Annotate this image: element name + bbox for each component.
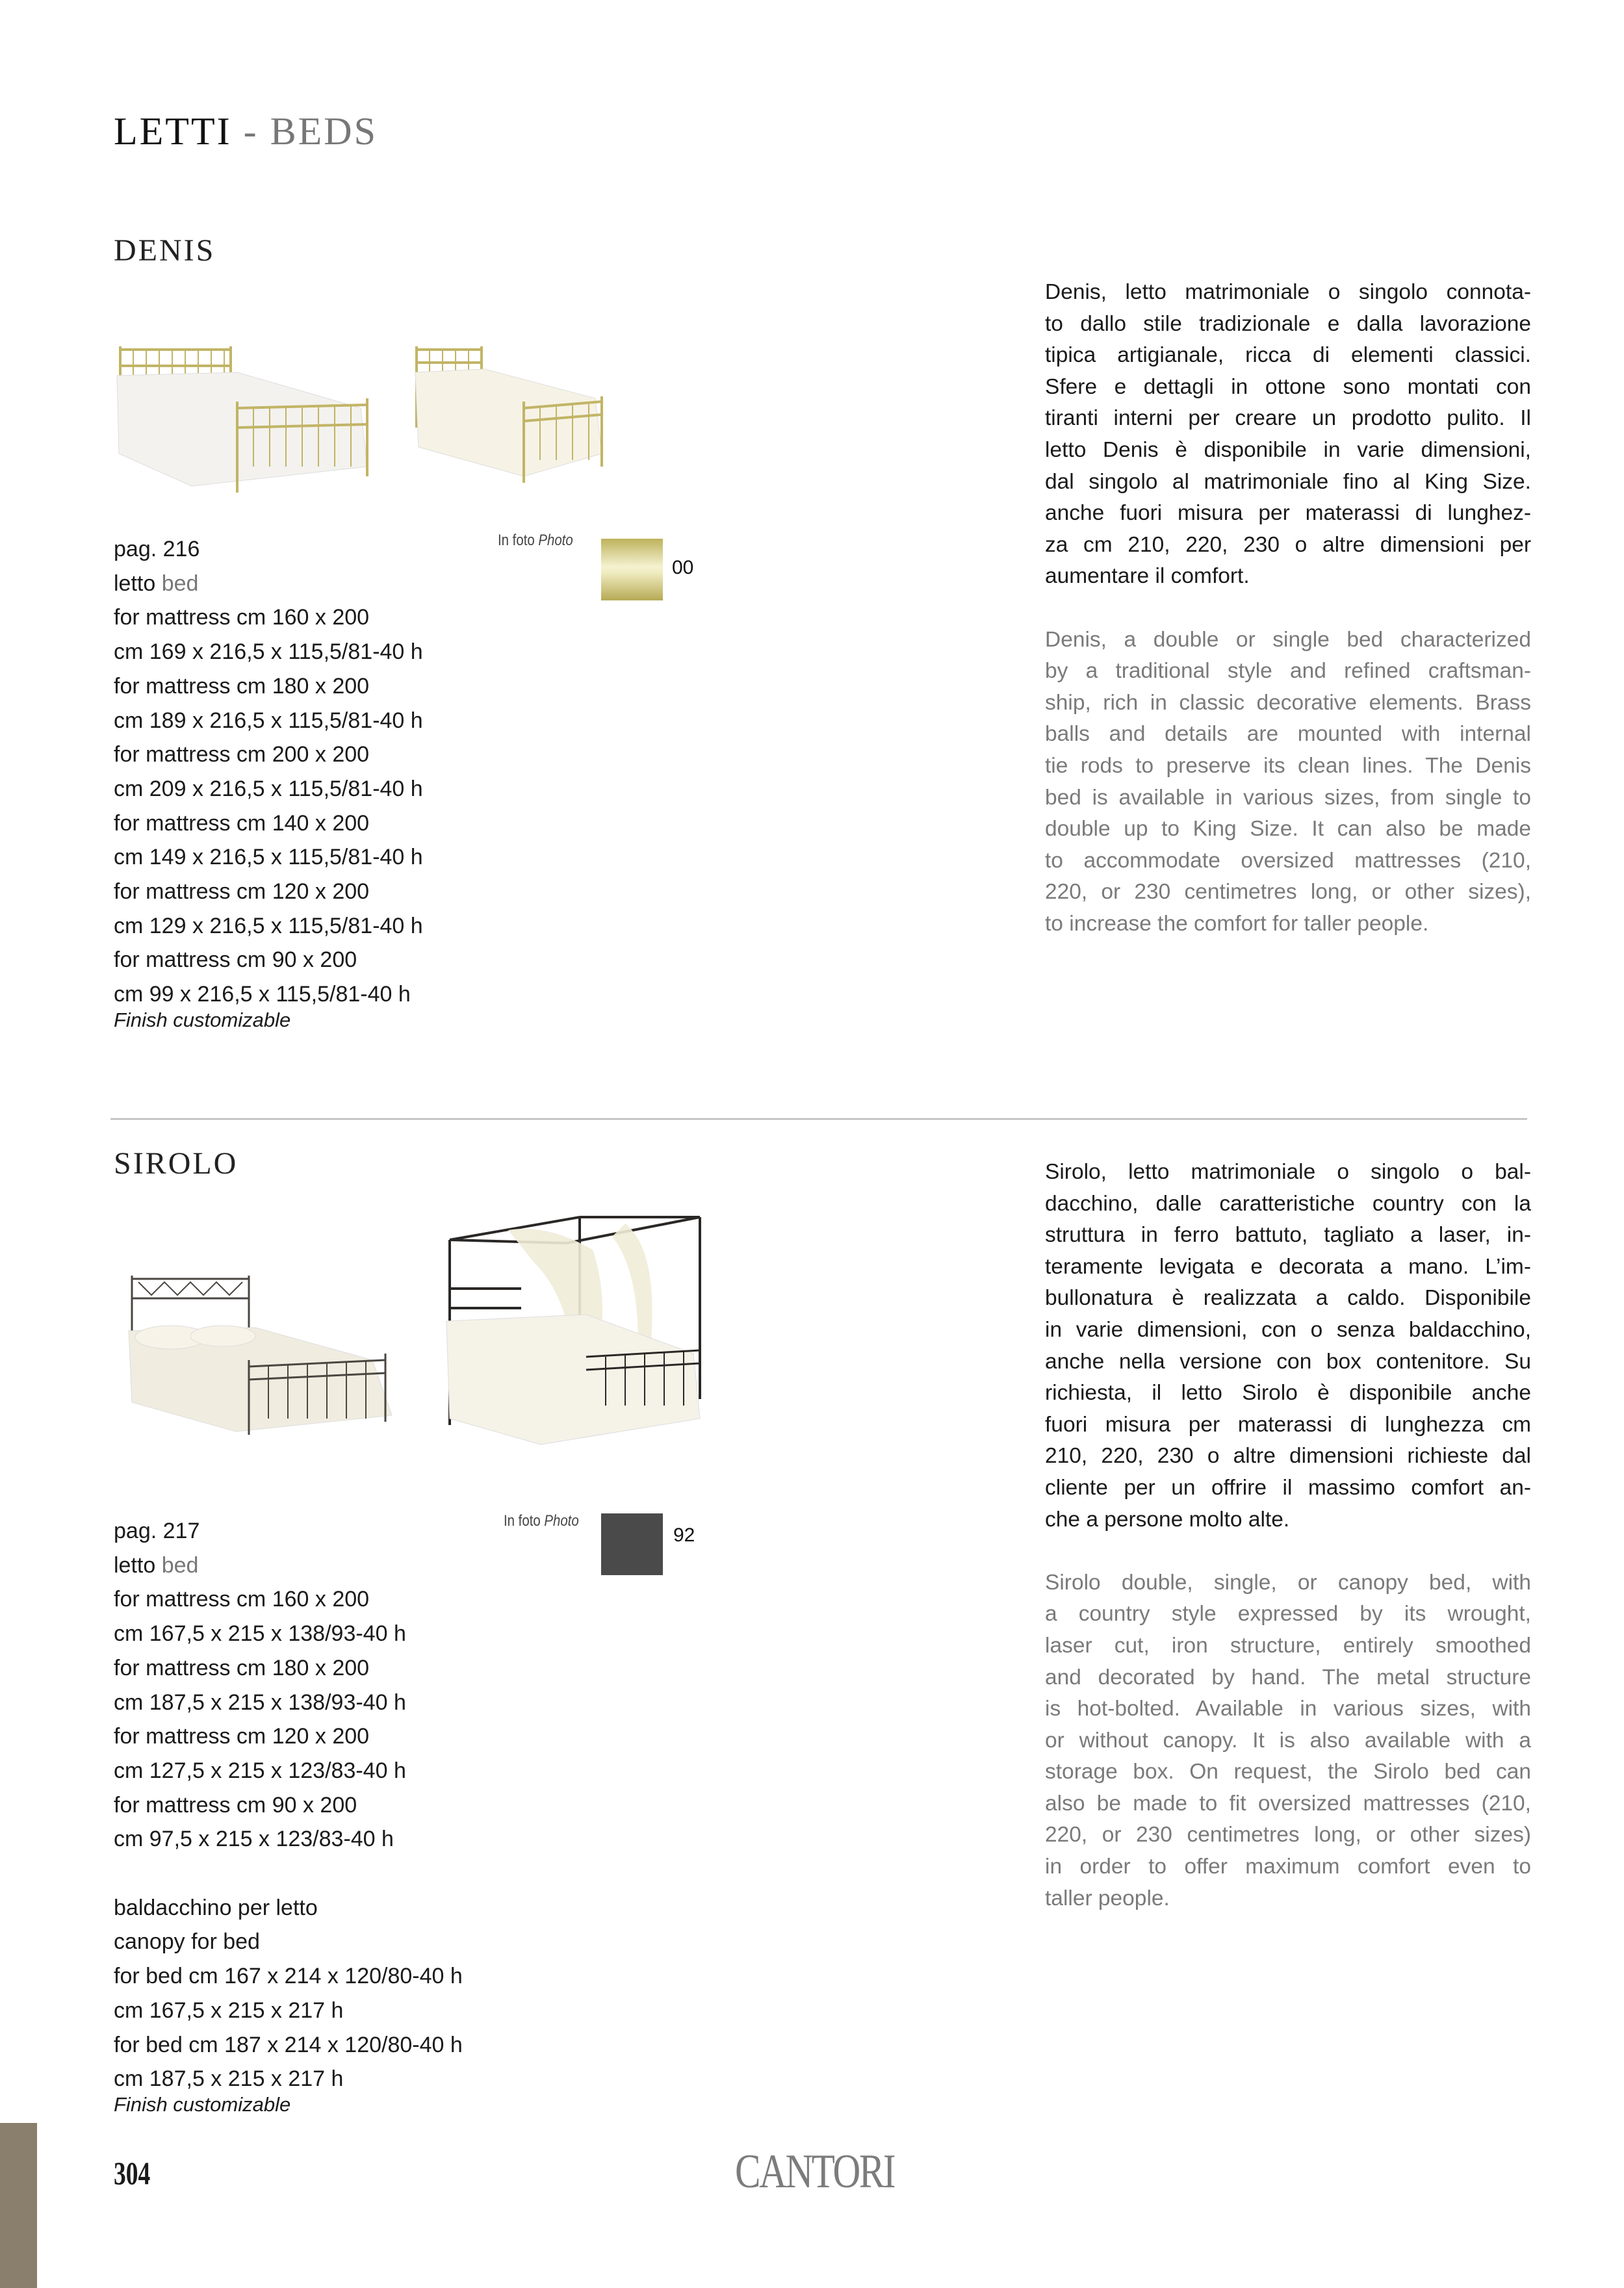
finish-note: Finish customizable	[114, 1008, 291, 1031]
canopy-spec-line: cm 187,5 x 215 x 217 h	[114, 2066, 344, 2092]
description-italian	[1045, 1157, 1531, 1536]
description-line: Sfere e dettagli in ottone sono montati con	[1045, 374, 1531, 399]
description-line: 220, or 230 centimetres long, or other sizes)	[1045, 1823, 1531, 1847]
description-line: 220, or 230 centimetres long, or other sizes),	[1045, 880, 1531, 905]
description-line: tie rods to preserve its clean lines. The Denis	[1045, 753, 1531, 778]
spec-line: for mattress cm 90 x 200	[114, 1792, 357, 1818]
brand-logo: CANTORI	[735, 2145, 895, 2198]
side-color-bar	[0, 2123, 37, 2288]
description-line: dacchino, dalle caratteristiche country con la	[1045, 1191, 1531, 1216]
spec-line: for mattress cm 120 x 200	[114, 879, 370, 905]
section-divider	[110, 1118, 1527, 1120]
photo-label	[504, 1512, 579, 1530]
description-line: fuori misura per materassi di lunghezza cm	[1045, 1412, 1531, 1437]
type-english: bed	[161, 571, 199, 596]
sirolo-spec-list	[114, 1514, 608, 2116]
description-line: or without canopy. It is also available with a	[1045, 1728, 1531, 1753]
finish-note: Finish customizable	[114, 2092, 291, 2116]
denis-double-bed-image	[114, 337, 387, 499]
description-line: che a persone molto alte.	[1045, 1507, 1290, 1532]
description-line: dal singolo al matrimoniale fino al King Size.	[1045, 469, 1531, 494]
type-italian: letto	[114, 571, 156, 596]
type-english: bed	[161, 1552, 199, 1578]
spec-line: for mattress cm 160 x 200	[114, 605, 370, 630]
photo-label	[498, 532, 573, 550]
page-number: 304	[114, 2155, 151, 2191]
description-line: struttura in ferro battuto, tagliato a laser, in-	[1045, 1223, 1531, 1248]
title-english: BEDS	[270, 110, 378, 153]
description-line: 210, 220, 230 o altre dimensioni richieste dal	[1045, 1444, 1531, 1469]
description-line: also be made to fit oversized mattresses (210,	[1045, 1791, 1531, 1816]
spec-line: cm 187,5 x 215 x 138/93-40 h	[114, 1690, 406, 1715]
spec-line: cm 127,5 x 215 x 123/83-40 h	[114, 1758, 406, 1783]
denis-single-bed-image	[413, 337, 613, 499]
description-line: aumentare il comfort.	[1045, 564, 1250, 589]
spec-line: cm 169 x 216,5 x 115,5/81-40 h	[114, 639, 423, 665]
description-line: tipica artigianale, ricca di elementi classici.	[1045, 343, 1531, 368]
spacer	[114, 1857, 608, 1891]
product-type	[114, 567, 608, 601]
spec-line: for mattress cm 140 x 200	[114, 810, 370, 836]
page-ref: pag. 217	[114, 1519, 200, 1543]
title-separator: -	[231, 110, 270, 153]
canopy-spec-line: for bed cm 187 x 214 x 120/80-40 h	[114, 2032, 463, 2057]
description-line: letto Denis è disponibile in varie dimensioni,	[1045, 437, 1531, 462]
description-line: anche fuori misura per materassi di lunghez-	[1045, 501, 1531, 526]
spec-line: cm 189 x 216,5 x 115,5/81-40 h	[114, 708, 423, 733]
page-ref: pag. 216	[114, 537, 200, 561]
description-line: and decorated by hand. The metal structure	[1045, 1665, 1531, 1690]
description-line: is hot-bolted. Available in various sizes, with	[1045, 1697, 1531, 1721]
description-line: in varie dimensioni, con o senza baldacchino,	[1045, 1317, 1531, 1342]
sirolo-canopy-bed-image	[443, 1211, 706, 1454]
description-line: richiesta, il letto Sirolo è disponibile anche	[1045, 1381, 1531, 1406]
description-line: za cm 210, 220, 230 o altre dimensioni per	[1045, 532, 1531, 557]
spec-line: for mattress cm 200 x 200	[114, 742, 370, 767]
description-line: bed is available in various sizes, from single to	[1045, 785, 1531, 810]
canopy-spec-line: canopy for bed	[114, 1929, 260, 1955]
spec-line: cm 167,5 x 215 x 138/93-40 h	[114, 1621, 406, 1647]
canopy-spec-line: for bed cm 167 x 214 x 120/80-40 h	[114, 1964, 463, 1989]
description-line: storage box. On request, the Sirolo bed can	[1045, 1760, 1531, 1784]
description-line: double up to King Size. It can also be made	[1045, 817, 1531, 842]
spec-line: cm 209 x 216,5 x 115,5/81-40 h	[114, 776, 423, 801]
photo-label-it: In foto	[504, 1512, 541, 1530]
finish-swatch-iron-grey	[601, 1513, 663, 1575]
description-line: a country style expressed by its wrought,	[1045, 1602, 1531, 1626]
description-line: Denis, letto matrimoniale o singolo connota-	[1045, 280, 1531, 304]
spec-line: for mattress cm 160 x 200	[114, 1587, 370, 1612]
finish-swatch-brass	[601, 539, 663, 600]
description-english	[1045, 624, 1531, 940]
finish-code: 00	[672, 557, 694, 578]
photo-label-it: In foto	[498, 532, 535, 549]
description-line: cliente per un offrire il massimo comfort an-	[1045, 1475, 1531, 1500]
spec-line: for mattress cm 180 x 200	[114, 1655, 370, 1680]
description-english	[1045, 1567, 1531, 1915]
photo-label-en: Photo	[544, 1512, 579, 1530]
product-type	[114, 1549, 608, 1583]
denis-description	[1045, 277, 1531, 940]
sirolo-description	[1045, 1157, 1531, 1914]
description-line: balls and details are mounted with internal	[1045, 722, 1531, 747]
description-line: to increase the comfort for taller people.	[1045, 911, 1429, 936]
description-line: tiranti interni per creare un prodotto pulito. Il	[1045, 406, 1531, 431]
description-line: anche nella versione con box contenitore. Su	[1045, 1349, 1531, 1374]
description-line: by a traditional style and refined craftsman-	[1045, 659, 1531, 684]
spec-line: for mattress cm 90 x 200	[114, 947, 357, 973]
canopy-spec-line: cm 167,5 x 215 x 217 h	[114, 1998, 344, 2023]
product-title-sirolo: SIROLO	[114, 1146, 238, 1181]
description-italian	[1045, 277, 1531, 593]
spec-line: cm 149 x 216,5 x 115,5/81-40 h	[114, 845, 423, 870]
spec-line: cm 97,5 x 215 x 123/83-40 h	[114, 1827, 394, 1852]
description-line: laser cut, iron structure, entirely smoothed	[1045, 1633, 1531, 1658]
description-line: bullonatura è realizzata a caldo. Disponibile	[1045, 1286, 1531, 1311]
spec-line: cm 129 x 216,5 x 115,5/81-40 h	[114, 913, 423, 938]
page-title	[114, 109, 378, 154]
description-line: teramente levigata e decorata a mano. L’im-	[1045, 1254, 1531, 1279]
description-line: Sirolo, letto matrimoniale o singolo o bal-	[1045, 1160, 1531, 1184]
type-italian: letto	[114, 1552, 156, 1578]
product-title-denis: DENIS	[114, 233, 216, 268]
description-line: ship, rich in classic decorative elements. Brass	[1045, 690, 1531, 715]
canopy-spec-line: baldacchino per letto	[114, 1895, 318, 1920]
spec-line: for mattress cm 180 x 200	[114, 673, 370, 699]
description-line: to dallo stile tradizionale e dalla lavorazione	[1045, 311, 1531, 336]
description-line: Sirolo double, single, or canopy bed, with	[1045, 1570, 1531, 1595]
description-line: Denis, a double or single bed characterized	[1045, 627, 1531, 652]
spec-line: cm 99 x 216,5 x 115,5/81-40 h	[114, 982, 411, 1007]
finish-code: 92	[673, 1524, 695, 1546]
description-line: to accommodate oversized mattresses (210,	[1045, 848, 1531, 873]
sirolo-bed-image	[125, 1272, 402, 1439]
spec-line: for mattress cm 120 x 200	[114, 1724, 370, 1749]
denis-spec-list	[114, 532, 608, 1031]
description-line: in order to offer maximum comfort even to	[1045, 1855, 1531, 1879]
title-italian: LETTI	[114, 110, 232, 153]
photo-label-en: Photo	[538, 532, 573, 549]
description-line: taller people.	[1045, 1886, 1170, 1910]
